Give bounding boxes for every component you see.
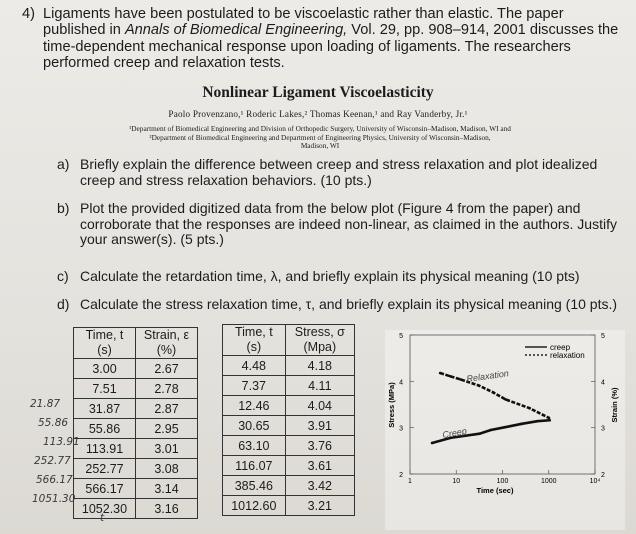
relaxation-point bbox=[528, 407, 531, 410]
creep-point bbox=[548, 419, 551, 422]
table-row bbox=[74, 459, 198, 479]
creep-point bbox=[490, 429, 493, 432]
relaxation-point bbox=[548, 417, 551, 420]
table-row bbox=[223, 456, 355, 476]
relax-table-header-1: Stress, σ (Mpa) bbox=[285, 325, 354, 356]
creep-table-cell: 3.08 bbox=[136, 459, 198, 479]
x-axis-label: Time (sec) bbox=[476, 486, 514, 495]
figure-4-chart bbox=[385, 330, 625, 530]
table-row bbox=[74, 399, 198, 419]
relaxation-point bbox=[477, 384, 480, 387]
handwritten-note: t bbox=[100, 512, 105, 524]
y-tick-label: 2 bbox=[399, 472, 403, 479]
table-row bbox=[74, 419, 198, 439]
question-d bbox=[57, 297, 617, 313]
affiliation-2: ²Department of Biomedical Engineering and Department of Engineering Physics, University of Wisconsin–Madison, bbox=[149, 132, 491, 142]
relax-table-cell: 3.42 bbox=[285, 476, 354, 496]
y-tick-label: 4 bbox=[399, 379, 403, 387]
creep-table-cell: 31.87 bbox=[74, 399, 136, 419]
creep-table-cell: 1052.30 bbox=[74, 499, 136, 519]
creep-point bbox=[520, 423, 523, 426]
table-row bbox=[223, 356, 355, 376]
relax-table-cell: 1012.60 bbox=[223, 496, 286, 516]
creep-point bbox=[504, 426, 507, 429]
relax-table-cell: 4.18 bbox=[285, 356, 354, 376]
question-c-text: Calculate the retardation time, λ, and briefly explain its physical meaning (10 pts) bbox=[80, 268, 580, 284]
creep-table-cell: 113.91 bbox=[74, 439, 136, 459]
creep-data-table bbox=[73, 327, 198, 519]
question-b-label: b) bbox=[57, 200, 70, 216]
y-axis-label-stress: Stress (MPa) bbox=[387, 382, 396, 428]
y2-tick-label: 3 bbox=[601, 425, 605, 433]
handwritten-note: 113.91 bbox=[43, 436, 80, 448]
creep-table-cell: 3.00 bbox=[74, 359, 136, 379]
table-row bbox=[223, 376, 355, 396]
legend-relaxation-label: relaxation bbox=[550, 351, 585, 360]
question-b-text: Plot the provided digitized data from the below plot (Figure 4 from the paper) and corroborate that the responses are indeed non-linear, as claimed in the authors. Justify your answer(s). (5 pts.) bbox=[80, 200, 617, 247]
handwritten-note: 1051.30 bbox=[32, 493, 76, 505]
table-row bbox=[223, 416, 355, 436]
table-row bbox=[74, 439, 198, 459]
creep-table-cell: 2.95 bbox=[136, 419, 198, 439]
creep-table-cell: 3.01 bbox=[136, 439, 198, 459]
relaxation-point bbox=[459, 378, 462, 381]
handwritten-note: 21.87 bbox=[30, 398, 61, 410]
relax-table-cell: 3.91 bbox=[285, 416, 354, 436]
table-row bbox=[74, 379, 198, 399]
table-row bbox=[223, 396, 355, 416]
creep-table-cell: 252.77 bbox=[74, 459, 136, 479]
table-row bbox=[74, 479, 198, 499]
relax-table-cell: 116.07 bbox=[223, 456, 286, 476]
relaxation-point bbox=[492, 391, 495, 394]
x-tick-label: 10 bbox=[452, 478, 461, 485]
relax-table-cell: 63.10 bbox=[223, 436, 286, 456]
creep-table-header-1: Strain, ε (%) bbox=[136, 328, 198, 359]
paper-title: Nonlinear Ligament Viscoelasticity bbox=[202, 84, 434, 101]
creep-table-cell: 7.51 bbox=[74, 379, 136, 399]
relax-table-cell: 30.65 bbox=[223, 416, 286, 436]
relax-table-cell: 3.76 bbox=[285, 436, 354, 456]
journal-name: Annals of Biomedical Engineering, bbox=[124, 22, 348, 39]
creep-table-cell: 3.16 bbox=[136, 499, 198, 519]
creep-table-cell: 2.67 bbox=[136, 359, 198, 379]
relax-table-cell: 4.04 bbox=[285, 396, 354, 416]
y2-tick-label: 4 bbox=[601, 379, 605, 387]
relax-table-cell: 7.37 bbox=[223, 376, 286, 396]
creep-table-header-0: Time, t (s) bbox=[74, 328, 136, 359]
y-tick-label: 5 bbox=[399, 333, 403, 340]
x-tick-label: 1000 bbox=[540, 478, 557, 485]
affiliation-3: Madison, WI bbox=[300, 141, 340, 151]
relaxation-point bbox=[439, 372, 442, 375]
annotation-relaxation: Relaxation bbox=[465, 368, 510, 384]
paper-affiliations bbox=[60, 125, 580, 151]
creep-table-cell: 3.14 bbox=[136, 479, 198, 499]
table-row bbox=[74, 359, 198, 379]
y2-tick-label: 2 bbox=[601, 472, 605, 479]
question-a-text: Briefly explain the difference between creep and stress relaxation and plot idealized creep and stress relaxation behaviors. (10 pts.) bbox=[80, 156, 598, 188]
creep-point bbox=[478, 432, 481, 435]
question-a-label: a) bbox=[57, 156, 70, 172]
paper-authors: Paolo Provenzano,¹ Roderic Lakes,² Thomas Keenan,¹ and Ray Vanderby, Jr.¹ bbox=[168, 109, 468, 119]
legend-creep-label: creep bbox=[550, 343, 571, 352]
x-tick-label: 100 bbox=[496, 478, 509, 485]
creep-table-cell: 2.78 bbox=[136, 379, 198, 399]
y2-tick-label: 5 bbox=[601, 333, 605, 340]
x-tick-label: 1 bbox=[408, 478, 412, 485]
annotation-creep: Creep bbox=[441, 425, 468, 440]
relax-table-cell: 385.46 bbox=[223, 476, 286, 496]
relax-table-header-0: Time, t (s) bbox=[223, 325, 286, 356]
handwritten-note: 55.86 bbox=[38, 417, 69, 429]
creep-table-cell: 2.87 bbox=[136, 399, 198, 419]
question-c bbox=[57, 269, 617, 285]
question-d-text: Calculate the stress relaxation time, τ, and briefly explain its physical meaning (10 pts.) bbox=[80, 296, 618, 312]
relaxation-point bbox=[449, 375, 452, 378]
creep-table-cell: 566.17 bbox=[74, 479, 136, 499]
creep-point bbox=[536, 420, 539, 423]
table-row bbox=[223, 476, 355, 496]
y-axis-label-strain: Strain (%) bbox=[610, 387, 619, 423]
question-4-text-a: Ligaments have been postulated to be viscoelastic rather than elastic. The paper published in bbox=[43, 6, 564, 39]
handwritten-note: 566.17 bbox=[36, 474, 73, 486]
question-4-text-b: Vol. 29, pp. 908–914, 2001 discusses the time-dependent mechanical response upon loading of ligaments. The researchers performed creep and relaxation tests. bbox=[43, 22, 619, 72]
handwritten-note: 252.77 bbox=[34, 455, 71, 467]
relax-table-cell: 4.48 bbox=[223, 356, 286, 376]
question-a bbox=[57, 157, 617, 188]
chart-background bbox=[385, 330, 625, 530]
creep-table-cell: 55.86 bbox=[74, 419, 136, 439]
question-d-label: d) bbox=[57, 296, 70, 312]
question-b bbox=[57, 201, 617, 248]
question-c-label: c) bbox=[57, 268, 69, 284]
table-row bbox=[223, 496, 355, 516]
x-tick-label: 10⁴ bbox=[589, 478, 601, 485]
relax-table-cell: 3.21 bbox=[285, 496, 354, 516]
relaxation-point bbox=[504, 398, 507, 401]
relax-table-cell: 12.46 bbox=[223, 396, 286, 416]
relaxation-data-table bbox=[222, 324, 355, 516]
question-4 bbox=[22, 6, 622, 72]
affiliation-1: ¹Department of Biomedical Engineering and Division of Orthopedic Surgery, University of Wisconsin–Madison, Madison, WI and bbox=[129, 124, 511, 133]
relax-table-cell: 3.61 bbox=[285, 456, 354, 476]
question-4-number: 4) bbox=[22, 6, 35, 22]
creep-point bbox=[431, 442, 434, 445]
y-tick-label: 3 bbox=[399, 425, 403, 433]
relax-table-cell: 4.11 bbox=[285, 376, 354, 396]
table-row bbox=[74, 499, 198, 519]
table-row bbox=[223, 436, 355, 456]
